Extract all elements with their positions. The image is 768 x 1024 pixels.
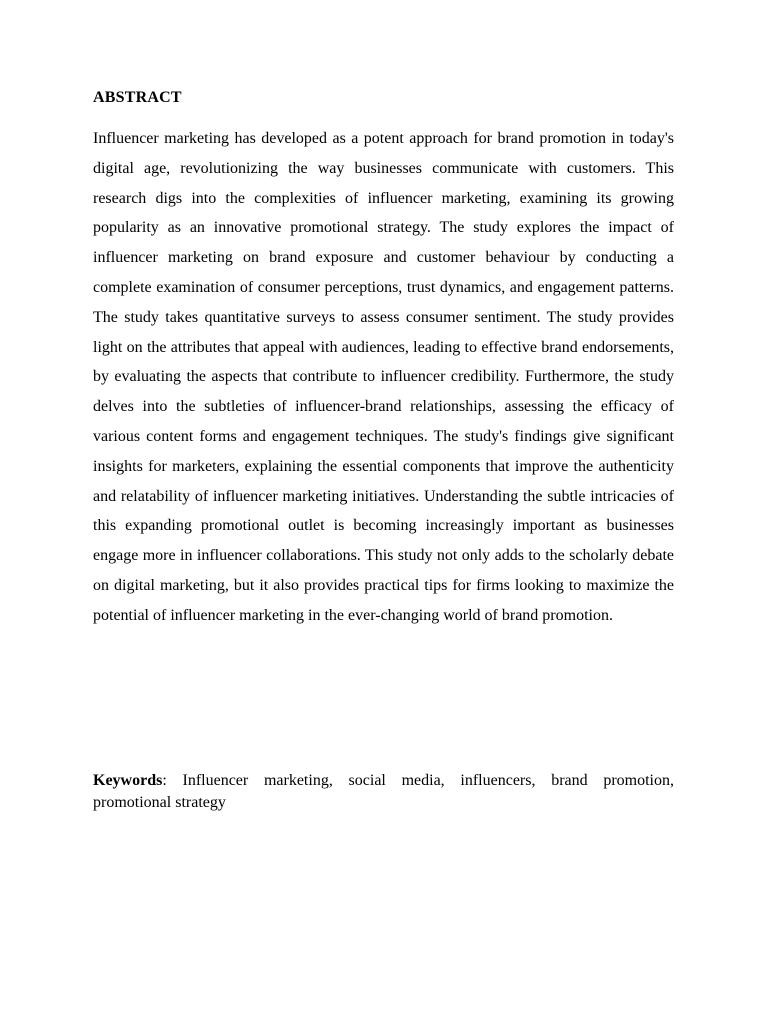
keywords-separator: : bbox=[162, 772, 183, 789]
keywords-paragraph bbox=[93, 770, 674, 814]
keywords-value: Influencer marketing, social media, influencers, brand promotion, promotional strategy bbox=[93, 772, 674, 811]
abstract-heading: ABSTRACT bbox=[93, 89, 182, 106]
abstract-paragraph: Influencer marketing has developed as a potent approach for brand promotion in today's digital age, revolutionizing the way businesses communicate with customers. This research digs into the complexities of influencer marketing, examining its growing popularity as an innovative promotional strategy. The study explores the impact of influencer marketing on brand exposure and customer behaviour by conducting a complete examination of consumer perceptions, trust dynamics, and engagement patterns. The study takes quantitative surveys to assess consumer sentiment. The study provides light on the attributes that appeal with audiences, leading to effective brand endorsements, by evaluating the aspects that contribute to influencer credibility. Furthermore, the study delves into the subtleties of influencer-brand relationships, assessing the efficacy of various content forms and engagement techniques. The study's findings give significant insights for marketers, explaining the essential components that improve the authenticity and relatability of influencer marketing initiatives. Understanding the subtle intricacies of this expanding promotional outlet is becoming increasingly important as businesses engage more in influencer collaborations. This study not only adds to the scholarly debate on digital marketing, but it also provides practical tips for firms looking to maximize the potential of influencer marketing in the ever-changing world of brand promotion. bbox=[93, 130, 674, 624]
keywords-label: Keywords bbox=[93, 772, 163, 789]
